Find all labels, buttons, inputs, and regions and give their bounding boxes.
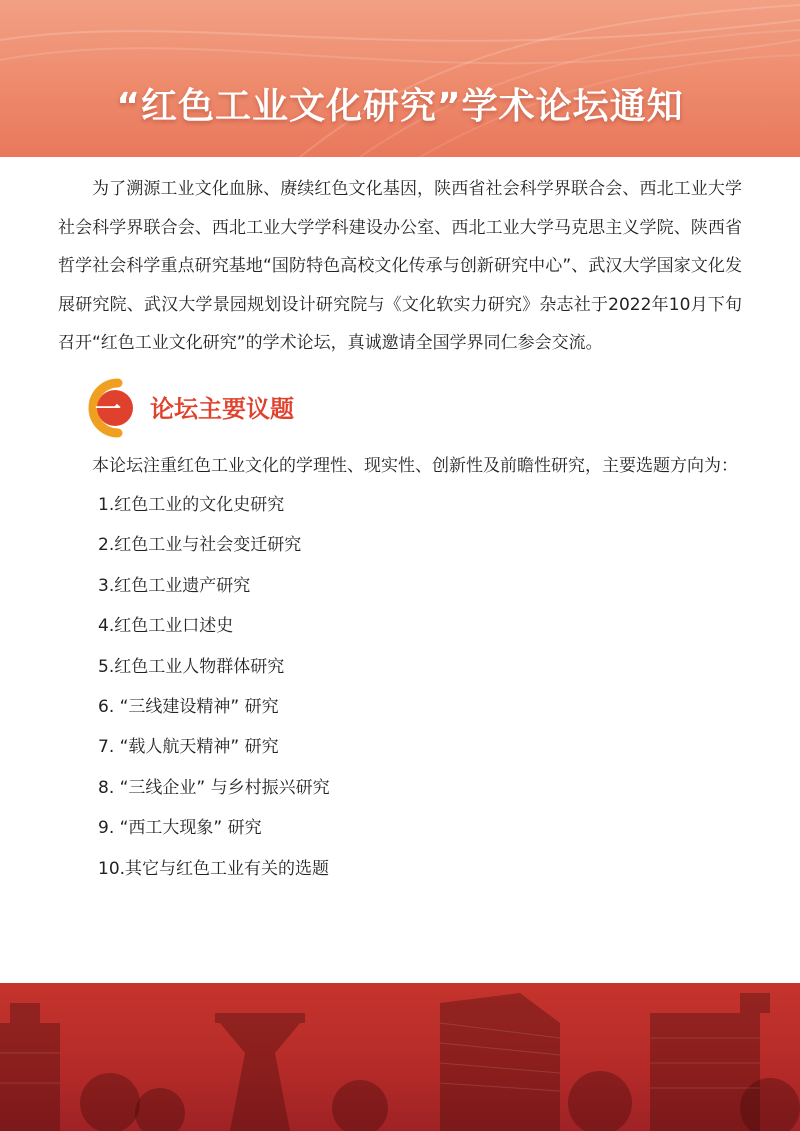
- topic-list: [58, 485, 742, 889]
- section-heading: [58, 375, 742, 441]
- list-item: 4.红色工业口述史: [98, 616, 234, 637]
- list-item: 1.红色工业的文化史研究: [98, 495, 285, 515]
- list-item: 8. “三线企业” 与乡村振兴研究: [98, 777, 330, 798]
- section-intro-paragraph: 本论坛注重红色工业文化的学理性、现实性、创新性及前瞻性研究，主要选题方向为：: [92, 455, 738, 476]
- section-number: 一: [94, 394, 121, 425]
- document-body: [58, 170, 742, 889]
- campus-skyline-illustration: [0, 983, 800, 1131]
- list-item: 9. “西工大现象” 研究: [98, 818, 262, 839]
- page-title: “红色工业文化研究”学术论坛通知: [116, 86, 684, 127]
- section-title: 论坛主要议题: [150, 394, 294, 423]
- list-item: 10.其它与红色工业有关的选题: [98, 858, 330, 879]
- list-item: 5.红色工业人物群体研究: [98, 656, 285, 677]
- list-item: 3.红色工业遗产研究: [98, 575, 251, 596]
- list-item: 2.红色工业与社会变迁研究: [98, 535, 302, 556]
- list-item: 6. “三线建设精神” 研究: [98, 696, 279, 717]
- intro-paragraph: 为了溯源工业文化血脉、赓续红色文化基因，陕西省社会科学界联合会、西北工业大学社会科学界联合会、西北工业大学学科建设办公室、西北工业大学马克思主义学院、陕西省哲学社会科学重点研究基地“国防特色高校文化传承与创新研究中心”、武汉大学国家文化发展研究院、武汉大学景园规划设计研究院与《文化软实力研究》杂志社于2022年10月下旬召开“红色工业文化研究”的学术论坛，真诚邀请全国学界同仁参会交流。: [58, 179, 742, 353]
- list-item: 7. “载人航天精神” 研究: [98, 737, 279, 758]
- footer-campus-banner: [0, 983, 800, 1131]
- header-banner: [0, 0, 800, 157]
